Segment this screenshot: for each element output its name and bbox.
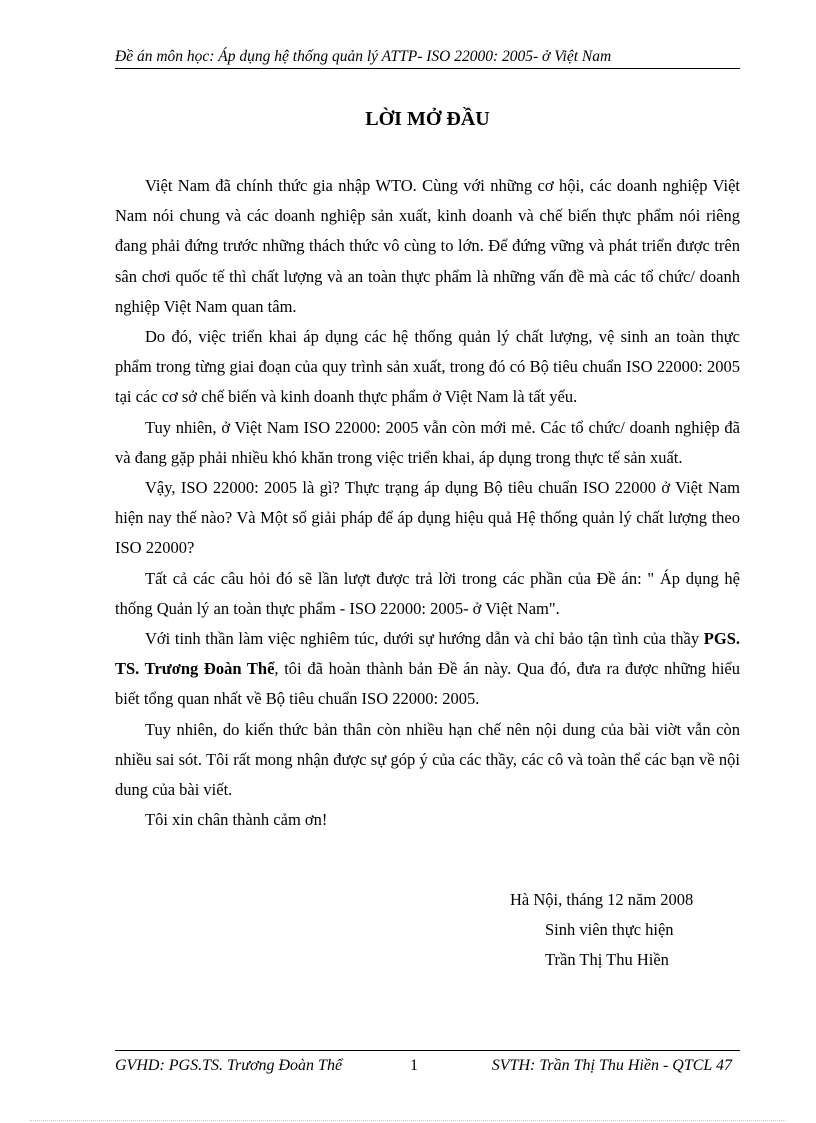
page-title: LỜI MỞ ĐẦU <box>365 108 490 130</box>
paragraph-6-intro: Với tinh thần làm việc nghiêm túc, dưới sự hướng dẫn và chỉ bảo tận tình của thầy <box>145 629 704 649</box>
page-footer <box>115 1050 740 1078</box>
paragraph-1: Việt Nam đã chính thức gia nhập WTO. Cùng với những cơ hội, các doanh nghiệp Việt Nam nói chung và các doanh nghiệp sản xuất, kinh doanh và chế biến thực phẩm nói riêng đang phải đứng trước những thách thức vô cùng to lớn. Để đứng vững và phát triển được trên sân chơi quốc tế thì chất lượng và an toàn thực phẩm là những vấn đề mà các tổ chức/ doanh nghiệp Việt Nam quan tâm. <box>115 176 740 316</box>
paragraph-8: Tôi xin chân thành cảm ơn! <box>145 810 328 830</box>
footer-student: SVTH: Trần Thị Thu Hiền - QTCL 47 <box>491 1057 732 1074</box>
paragraph-2: Do đó, việc triển khai áp dụng các hệ thống quản lý chất lượng, vệ sinh an toàn thực phẩm trong từng giai đoạn của quy trình sản xuất, trong đó có Bộ tiêu chuẩn ISO 22000: 2005 tại các cơ sở chế biến và kinh doanh thực phẩm ở Việt Nam là tất yếu. <box>115 327 740 407</box>
footer-page-number: 1 <box>410 1057 418 1074</box>
signature-name: Trần Thị Thu Hiền <box>545 950 669 970</box>
supervisor-name: PGS. TS. Trương Đoàn Thể <box>115 629 740 679</box>
page-bottom-edge <box>30 1120 786 1121</box>
document-body <box>115 171 740 835</box>
page-header <box>115 47 740 69</box>
paragraph-3: Tuy nhiên, ở Việt Nam ISO 22000: 2005 vẫn còn mới mẻ. Các tổ chức/ doanh nghiệp đã và đang gặp phải nhiều khó khăn trong việc triển khai, áp dụng trong thực tế sản xuất. <box>115 417 740 467</box>
paragraph-6 <box>115 624 740 715</box>
header-text: Đề án môn học: Áp dụng hệ thống quản lý ATTP- ISO 22000: 2005- ở Việt Nam <box>115 48 612 65</box>
signature-block <box>510 885 693 976</box>
footer-supervisor: GVHD: PGS.TS. Trương Đoàn Thể <box>115 1057 343 1074</box>
paragraph-6-rest: , tôi đã hoàn thành bản Đề án này. Qua đó, đưa ra được những hiểu biết tổng quan nhất về Bộ tiêu chuẩn ISO 22000: 2005. <box>115 659 740 709</box>
paragraph-5: Tất cả các câu hỏi đó sẽ lần lượt được trả lời trong các phần của Đề án: " Áp dụng hệ thống Quản lý an toàn thực phẩm - ISO 22000: 2005- ở Việt Nam". <box>115 568 740 618</box>
paragraph-7: Tuy nhiên, do kiến thức bản thân còn nhiều hạn chế nên nội dung của bài viờt vẫn còn nhiều sai sót. Tôi rất mong nhận được sự góp ý của các thầy, các cô và toàn thể các bạn về nội dung của bài viết. <box>115 719 740 800</box>
signature-role: Sinh viên thực hiện <box>545 920 674 940</box>
signature-place-date: Hà Nội, tháng 12 năm 2008 <box>510 890 694 909</box>
paragraph-4: Vậy, ISO 22000: 2005 là gì? Thực trạng áp dụng Bộ tiêu chuẩn ISO 22000 ở Việt Nam hiện nay thế nào? Và Một số giải pháp để áp dụng hiệu quả Hệ thống quản lý chất lượng theo ISO 22000? <box>115 478 740 558</box>
